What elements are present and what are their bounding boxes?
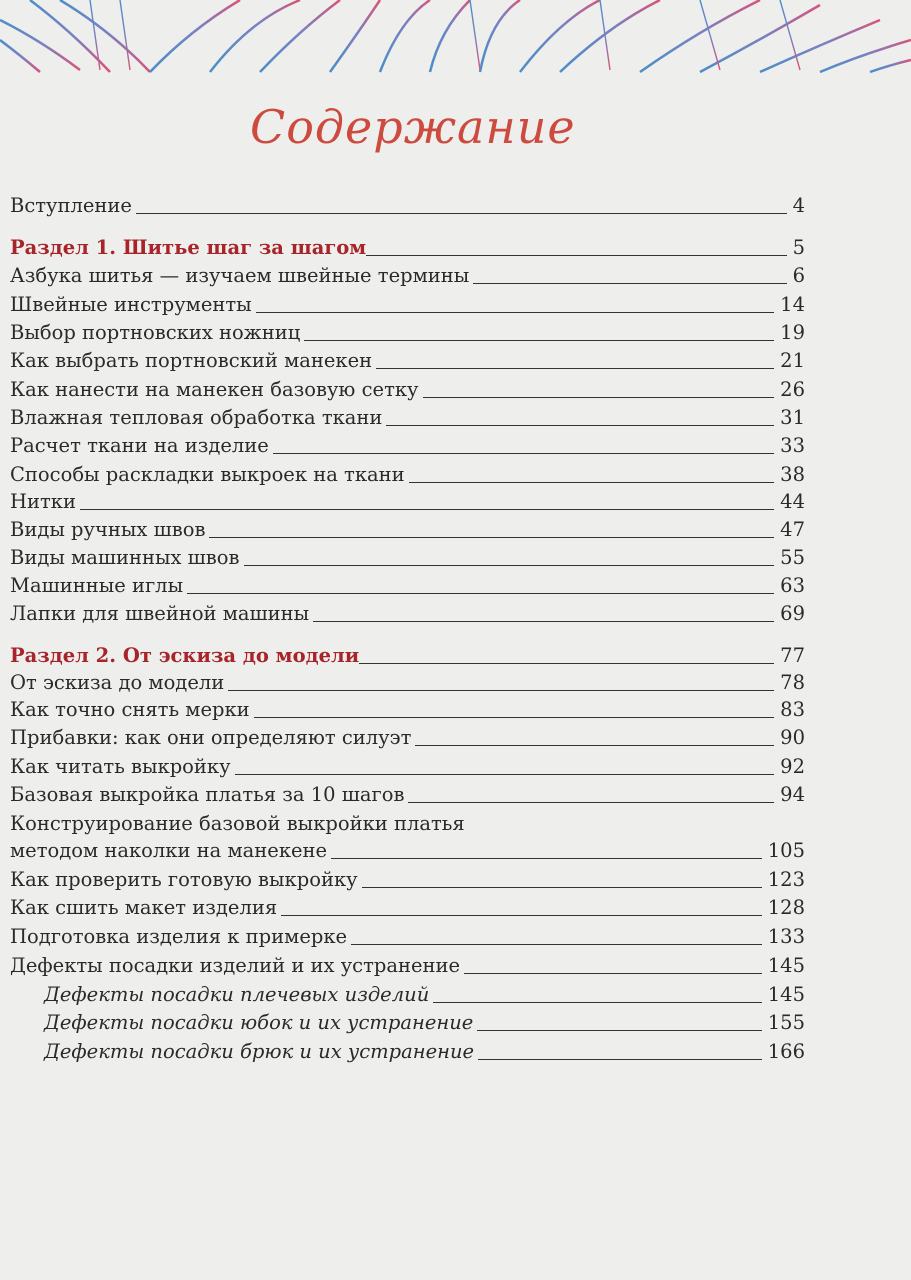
toc-entry-title: Как точно снять мерки (10, 698, 250, 721)
toc-page-number: 47 (780, 518, 805, 541)
toc-entry (10, 188, 805, 218)
toc-entry-title: Как проверить готовую выкройку (10, 868, 358, 891)
toc-entry (10, 833, 805, 863)
toc-leader-line (187, 593, 774, 594)
toc-entry-title: Как читать выкройку (10, 755, 231, 778)
toc-entry-title: Базовая выкройка платья за 10 шагов (10, 783, 405, 806)
toc-entry (10, 400, 805, 430)
toc-page-number: 26 (780, 378, 805, 401)
toc-page-number: 44 (780, 490, 805, 513)
toc-entry-title: Конструирование базовой выкройки платья (10, 812, 465, 835)
toc-entry (10, 287, 805, 317)
toc-leader-line (376, 368, 774, 369)
toc-entry-title: Нитки (10, 490, 76, 513)
toc-page-number: 128 (767, 896, 805, 919)
toc-entry-title: Как выбрать портновский манекен (10, 349, 373, 372)
toc-entry (10, 665, 805, 695)
toc-page-number: 83 (780, 698, 805, 721)
toc-leader-line (359, 663, 774, 664)
page-title: Содержание (250, 100, 576, 154)
toc-leader-line (478, 1059, 762, 1060)
toc-page-number: 69 (780, 602, 805, 625)
toc-entry-title: Лапки для швейной машины (10, 602, 310, 625)
table-of-contents (10, 0, 805, 1280)
toc-entry-title: Виды ручных швов (10, 518, 206, 541)
toc-entry-title: методом наколки на манекене (10, 839, 328, 862)
toc-page-number: 77 (780, 644, 805, 667)
toc-entry (10, 919, 805, 949)
toc-entry (10, 806, 805, 836)
toc-leader-line (331, 858, 762, 859)
toc-entry-title: Прибавки: как они определяют силуэт (10, 726, 412, 749)
toc-entry (10, 512, 805, 542)
toc-entry (10, 862, 805, 892)
toc-page-number: 92 (780, 755, 805, 778)
toc-page-number: 4 (792, 194, 805, 217)
toc-leader-line (362, 887, 762, 888)
toc-leader-line (209, 537, 774, 538)
toc-page-number: 155 (767, 1011, 805, 1034)
toc-page-number: 14 (780, 293, 805, 316)
toc-leader-line (136, 213, 787, 214)
toc-page-number: 145 (767, 954, 805, 977)
toc-entry (10, 315, 805, 345)
toc-entry (10, 540, 805, 570)
toc-leader-line (408, 802, 774, 803)
toc-page-number: 133 (767, 925, 805, 948)
toc-entry (10, 596, 805, 626)
toc-leader-line (423, 397, 775, 398)
toc-leader-line (235, 774, 775, 775)
toc-leader-line (244, 565, 775, 566)
toc-leader-line (386, 425, 774, 426)
toc-entry-title: Швейные инструменты (10, 293, 252, 316)
toc-entry-title: Виды машинных швов (10, 546, 240, 569)
toc-leader-line (415, 745, 774, 746)
toc-leader-line (313, 621, 774, 622)
toc-leader-line (254, 717, 775, 718)
toc-entry-title: Вступление (10, 194, 132, 217)
toc-page-number: 145 (767, 983, 805, 1006)
toc-leader-line (409, 482, 775, 483)
toc-entry (10, 568, 805, 598)
toc-page-number: 33 (780, 434, 805, 457)
toc-entry-title: Раздел 1. Шитье шаг за шагом (10, 236, 367, 259)
toc-entry-title: Как сшить макет изделия (10, 896, 278, 919)
toc-leader-line (477, 1030, 761, 1031)
toc-page-number: 90 (780, 726, 805, 749)
toc-entry-title: Способы раскладки выкроек на ткани (10, 463, 405, 486)
toc-leader-line (273, 453, 774, 454)
toc-entry (10, 720, 805, 750)
toc-page-number: 63 (780, 574, 805, 597)
toc-entry-title: Дефекты посадки изделий и их устранение (10, 954, 461, 977)
toc-entry (10, 749, 805, 779)
toc-entry (44, 977, 805, 1007)
toc-entry (10, 258, 805, 288)
toc-page-number: 31 (780, 406, 805, 429)
toc-leader-line (464, 973, 762, 974)
toc-entry (10, 372, 805, 402)
toc-leader-line (80, 509, 774, 510)
toc-leader-line (433, 1002, 762, 1003)
toc-entry-title: Расчет ткани на изделие (10, 434, 269, 457)
toc-page-number: 123 (767, 868, 805, 891)
toc-leader-line (281, 915, 762, 916)
toc-entry-title: Дефекты посадки брюк и их устранение (44, 1040, 475, 1063)
toc-entry (10, 457, 805, 487)
toc-entry-title: Как нанести на манекен базовую сетку (10, 378, 419, 401)
toc-entry (10, 777, 805, 807)
toc-entry (10, 692, 805, 722)
toc-entry-title: Раздел 2. От эскиза до модели (10, 644, 360, 667)
toc-entry-title: Влажная тепловая обработка ткани (10, 406, 383, 429)
toc-page-number: 55 (780, 546, 805, 569)
toc-entry (10, 343, 805, 373)
toc-entry-title: От эскиза до модели (10, 671, 225, 694)
toc-entry-title: Подготовка изделия к примерке (10, 925, 348, 948)
toc-page-number: 6 (792, 264, 805, 287)
toc-section-heading (10, 230, 805, 260)
toc-entry (44, 1005, 805, 1035)
toc-entry (10, 948, 805, 978)
toc-leader-line (351, 944, 762, 945)
toc-page-number: 5 (792, 236, 805, 259)
toc-leader-line (473, 283, 786, 284)
toc-leader-line (366, 255, 786, 256)
toc-entry-title: Дефекты посадки юбок и их устранение (44, 1011, 474, 1034)
toc-page-number: 19 (780, 321, 805, 344)
toc-section-heading (10, 638, 805, 668)
toc-leader-line (256, 312, 774, 313)
toc-page-number: 105 (767, 839, 805, 862)
toc-entry-title: Дефекты посадки плечевых изделий (44, 983, 430, 1006)
toc-entry (44, 1034, 805, 1064)
toc-entry (10, 484, 805, 514)
toc-entry-title: Азбука шитья — изучаем швейные термины (10, 264, 470, 287)
toc-page-number: 78 (780, 671, 805, 694)
toc-entry-title: Машинные иглы (10, 574, 184, 597)
toc-leader-line (304, 340, 774, 341)
toc-entry (10, 890, 805, 920)
toc-page-number: 166 (767, 1040, 805, 1063)
toc-page-number: 21 (780, 349, 805, 372)
toc-leader-line (228, 690, 774, 691)
toc-page-number: 94 (780, 783, 805, 806)
toc-page-number: 38 (780, 463, 805, 486)
toc-entry-title: Выбор портновских ножниц (10, 321, 301, 344)
toc-entry (10, 428, 805, 458)
